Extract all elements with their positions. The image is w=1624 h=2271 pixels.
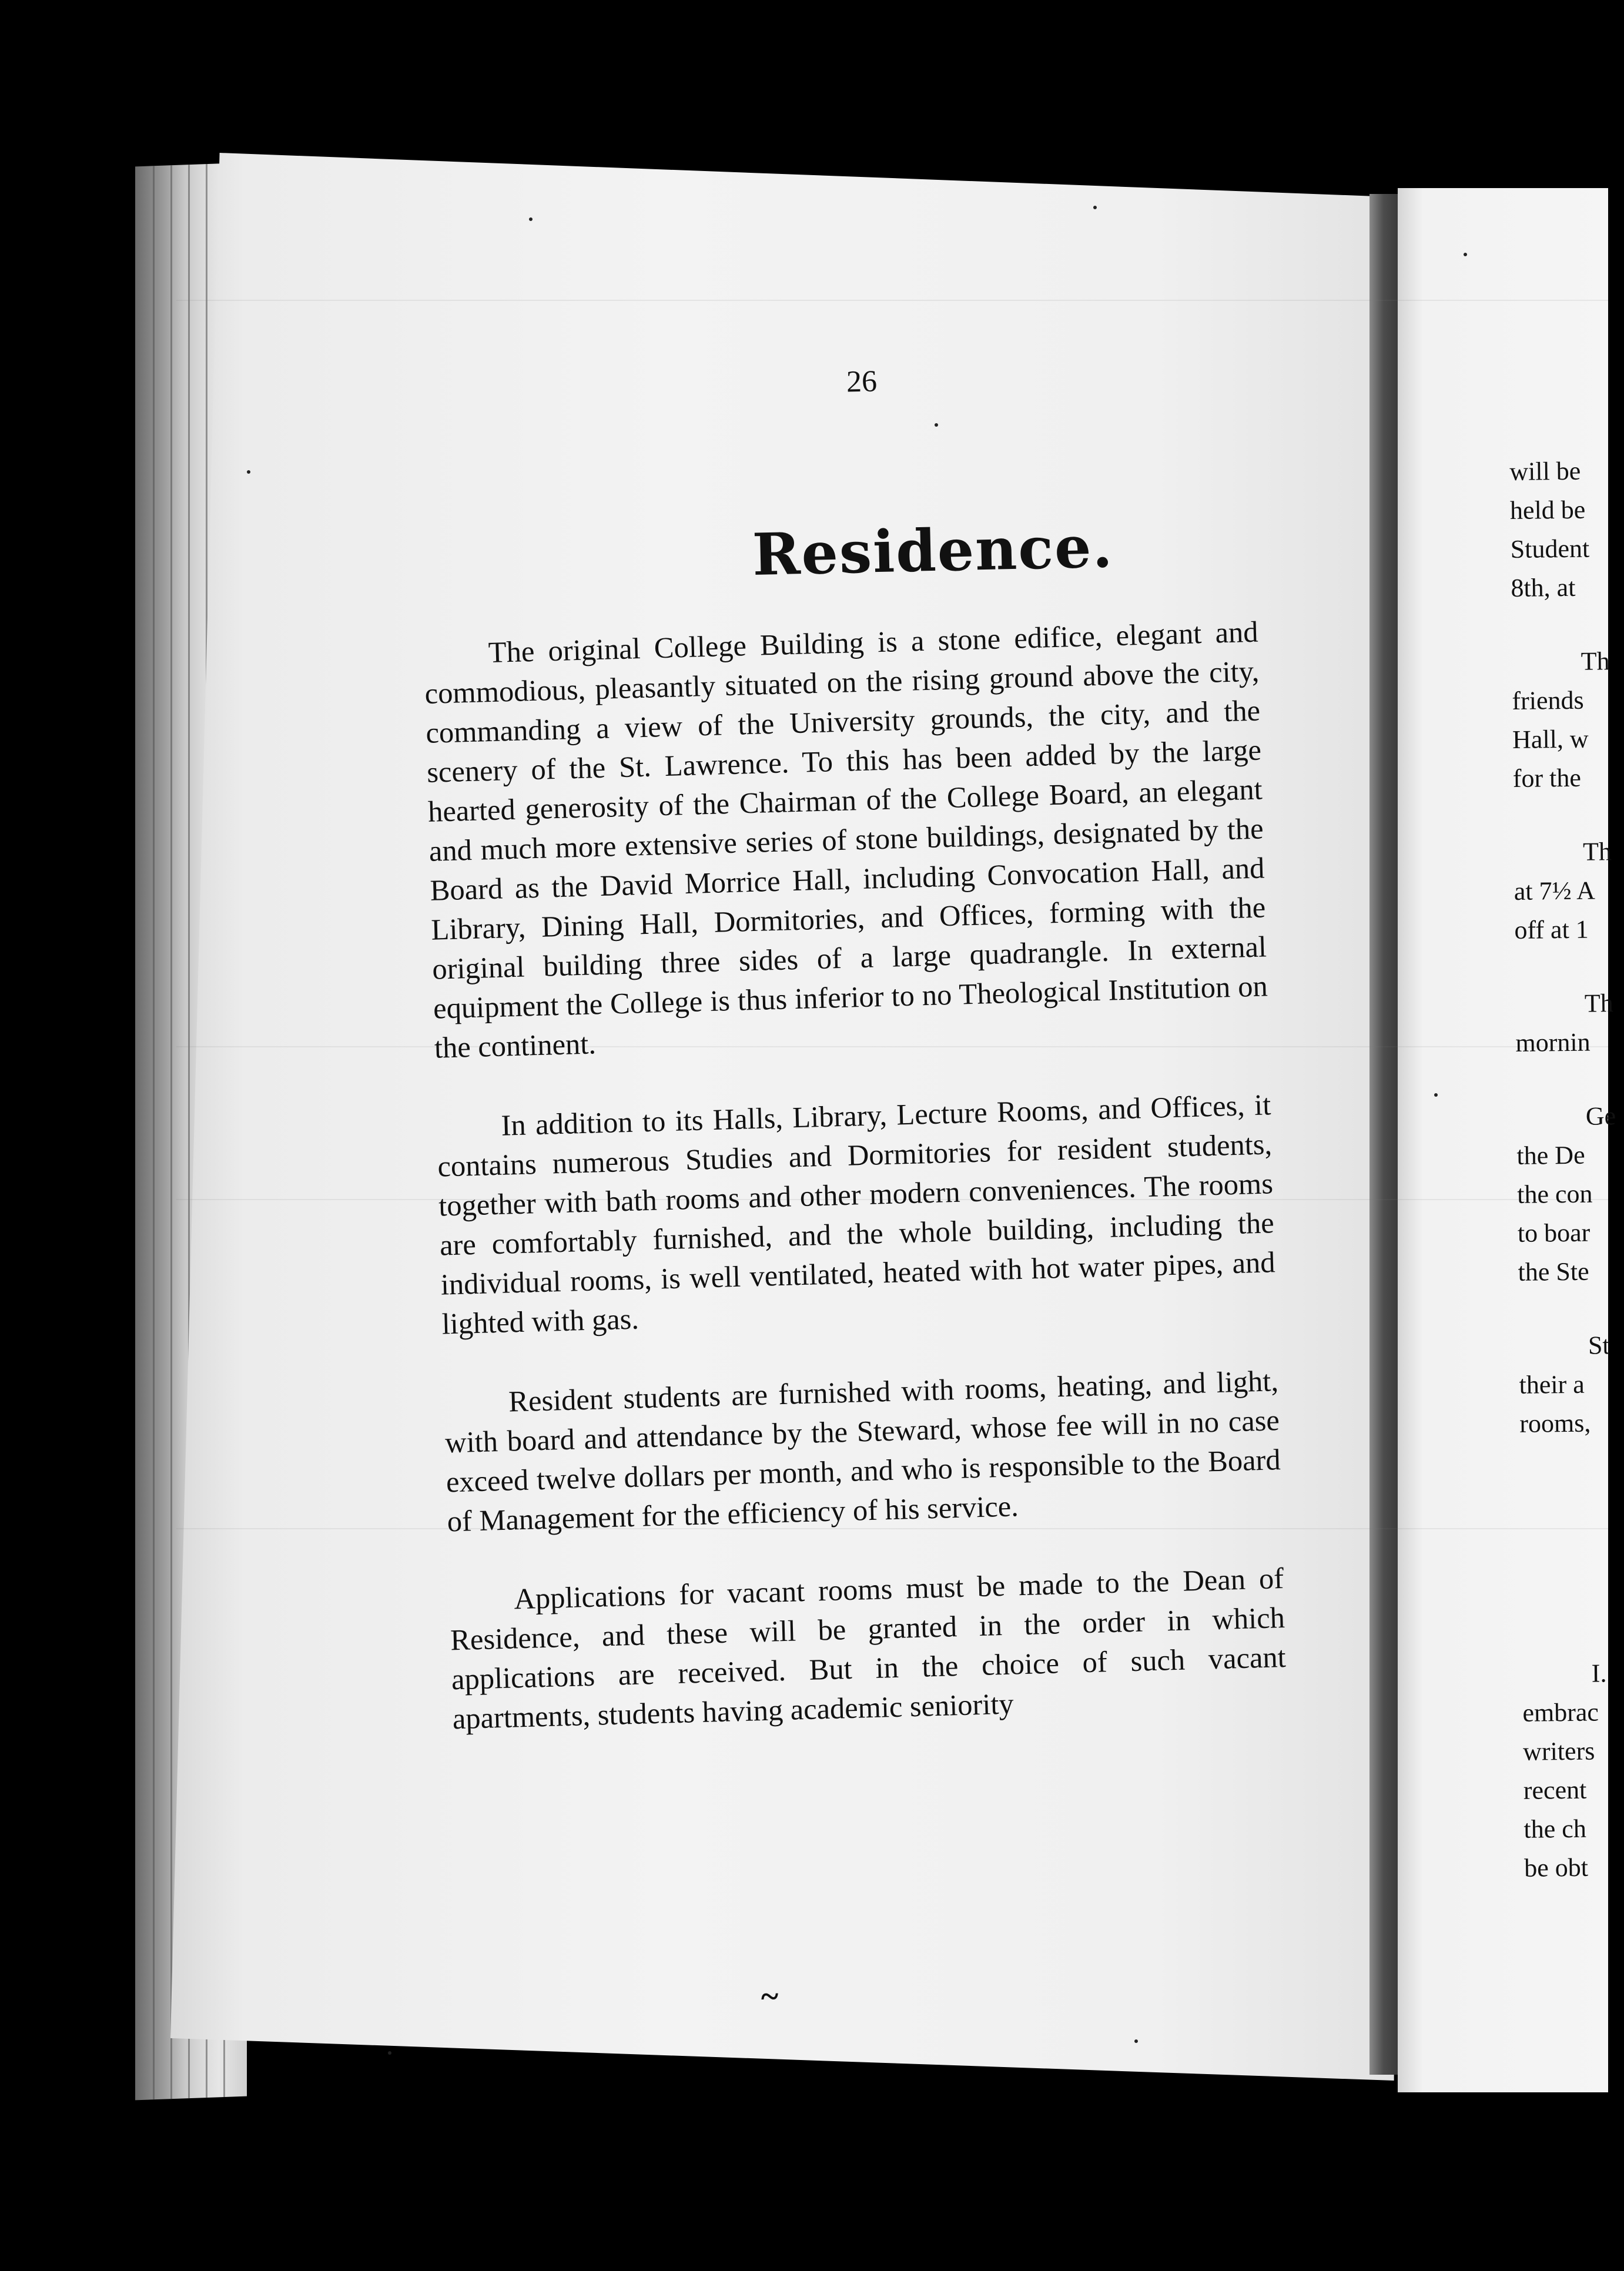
paragraph: The original College Building is a stone edifice, elegant and commodious, pleasantly situated on the rising ground above the city, commanding a view of the University grounds, the city, and the scenery of the St. Lawrence. To this has been added by the large hearted generosity of the Chairman of the College Board, an elegant and much more extensive series of stone buildings, designated by the Board as the David Morrice Hall, including Convocation Hall, and Library, Dining Hall, Dormitories, and Offices, forming with the original building three sides of a large quadrangle. In external equipment the College is thus inferior to no Theological Institution on the continent. bbox=[424, 615, 1268, 1064]
right-line: be obt bbox=[1523, 1853, 1589, 1883]
right-line: the De bbox=[1516, 1140, 1585, 1170]
scan-speck bbox=[1134, 2039, 1138, 2043]
right-line: Ge bbox=[1585, 1101, 1616, 1131]
scan-speck bbox=[388, 2051, 391, 2055]
body-text bbox=[423, 612, 1288, 1779]
right-line: St bbox=[1588, 1331, 1610, 1360]
right-line: writers bbox=[1522, 1736, 1595, 1766]
scan-speck bbox=[1093, 206, 1097, 209]
right-line: recent bbox=[1523, 1775, 1587, 1805]
right-line: the con bbox=[1516, 1179, 1593, 1209]
page-number: 26 bbox=[846, 364, 878, 399]
scan-speck bbox=[247, 470, 250, 474]
right-line: the ch bbox=[1523, 1814, 1587, 1844]
right-line: rooms, bbox=[1519, 1408, 1591, 1438]
right-line: the Ste bbox=[1518, 1257, 1589, 1287]
right-line: for the bbox=[1512, 763, 1582, 793]
right-line: Hall, w bbox=[1512, 724, 1589, 754]
right-line: Th bbox=[1582, 837, 1612, 866]
right-line: their a bbox=[1519, 1369, 1585, 1399]
book-gutter bbox=[1369, 194, 1398, 2075]
paragraph: In addition to its Halls, Library, Lecture Rooms, and Offices, it contains numerous Studies and Dormitories for resident students, together with bath rooms and other modern conveniences. The rooms are comfortably furnished, and the whole building, including the individual rooms, is well ventilated, heated with hot water pipes, and lighted with gas. bbox=[437, 1088, 1276, 1341]
right-line: will be bbox=[1509, 456, 1581, 486]
scan-speck bbox=[1434, 1093, 1438, 1097]
scan-speck bbox=[935, 423, 938, 427]
bottom-mark: ~ bbox=[761, 1978, 779, 2015]
right-line: at 7½ A bbox=[1513, 876, 1596, 906]
right-line: to boar bbox=[1517, 1218, 1590, 1248]
section-heading: Residence. bbox=[751, 513, 1114, 589]
right-line: held be bbox=[1509, 495, 1586, 525]
right-line: Student bbox=[1510, 534, 1590, 564]
paragraph: Applications for vacant rooms must be made to the Dean of Residence, and these will be granted in the order in which applications are received. But in the choice of such vacant apartments, students having academic seniority bbox=[450, 1561, 1287, 1736]
right-line: Th bbox=[1584, 989, 1613, 1018]
right-line: off at 1 bbox=[1514, 915, 1589, 944]
right-line: 8th, at bbox=[1511, 572, 1576, 602]
right-page-text bbox=[1509, 451, 1623, 1888]
paragraph: Resident students are furnished with rooms, heating, and light, with board and attendance by the Steward, whose fee will in no case exceed twelve dollars per month, and who is responsible to the Board of Management for the efficiency of his service. bbox=[444, 1364, 1281, 1538]
right-line: friends bbox=[1512, 685, 1584, 715]
right-line: embrac bbox=[1522, 1697, 1599, 1727]
scan-speck bbox=[1464, 253, 1467, 256]
right-line: Th bbox=[1581, 647, 1610, 676]
right-line: I. bbox=[1591, 1659, 1607, 1688]
right-line: mornin bbox=[1515, 1027, 1590, 1057]
scan-speck bbox=[529, 217, 533, 221]
